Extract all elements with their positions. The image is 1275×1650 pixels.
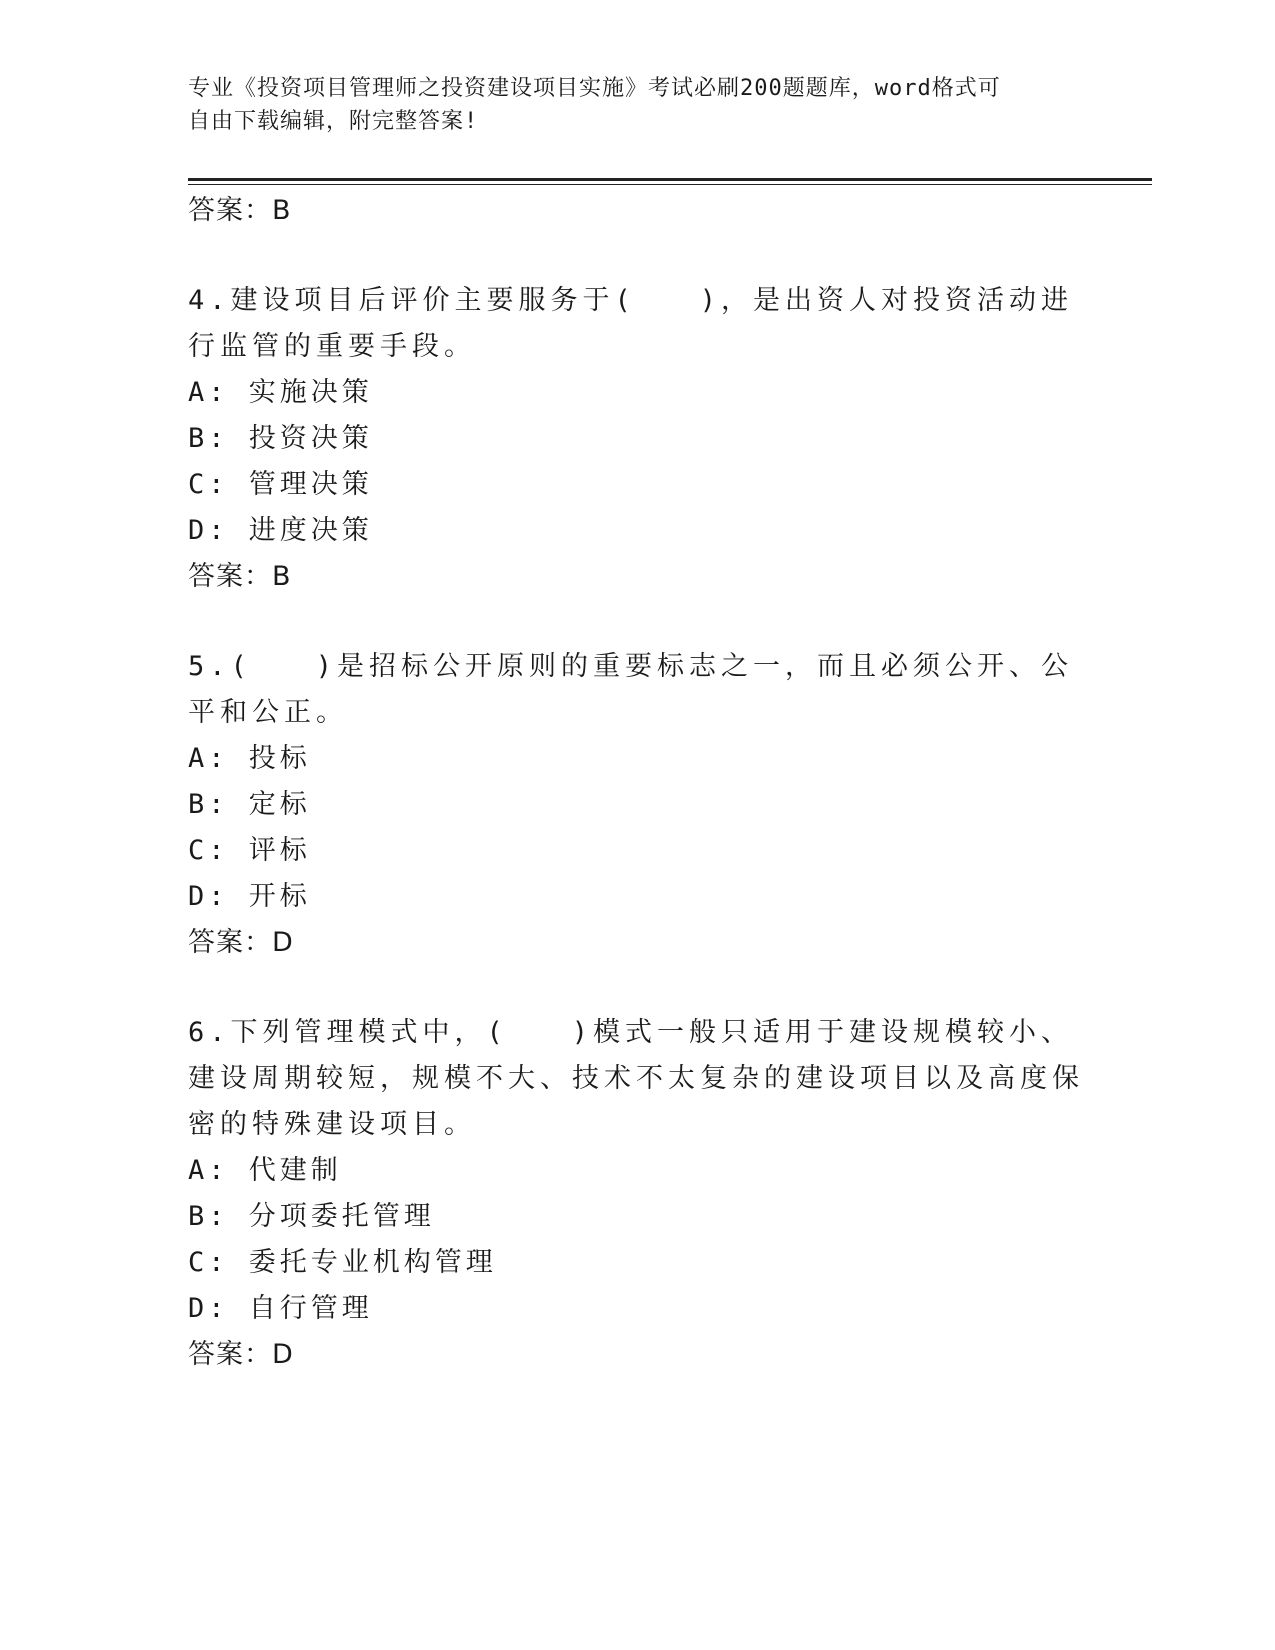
- option-d: D: 自行管理: [188, 1293, 373, 1324]
- option-c: C: 管理决策: [188, 469, 373, 500]
- option-c: C: 委托专业机构管理: [188, 1247, 497, 1278]
- option-a: A: 实施决策: [188, 377, 373, 408]
- spacer: [188, 966, 1088, 1010]
- option-a: A: 代建制: [188, 1155, 342, 1186]
- question-text: 5.( )是招标公开原则的重要标志之一，而且必须公开、公平和公正。: [188, 651, 1074, 728]
- option-c: C: 评标: [188, 835, 311, 866]
- question-item: [188, 278, 1088, 600]
- option-b: B: 分项委托管理: [188, 1201, 435, 1232]
- header-line-1: 专业《投资项目管理师之投资建设项目实施》考试必刷200题题库，word格式可: [188, 76, 1001, 101]
- spacer: [188, 600, 1088, 644]
- question-item: [188, 1010, 1088, 1378]
- header-divider: [188, 178, 1152, 181]
- document-header: [188, 72, 1068, 138]
- option-d: D: 开标: [188, 881, 311, 912]
- question-text: 6.下列管理模式中，( )模式一般只适用于建设规模较小、建设周期较短，规模不大、技术不太复杂的建设项目以及高度保密的特殊建设项目。: [188, 1017, 1084, 1140]
- question-answer: 答案：B: [188, 561, 292, 592]
- question-list: [188, 188, 1088, 1378]
- option-d: D: 进度决策: [188, 515, 373, 546]
- spacer: [188, 234, 1088, 278]
- question-answer: 答案：D: [188, 1339, 294, 1370]
- question-item: [188, 644, 1088, 966]
- option-b: B: 投资决策: [188, 423, 373, 454]
- header-divider-thin: [188, 184, 1152, 185]
- header-line-2: 自由下载编辑，附完整答案!: [188, 109, 479, 134]
- question-text: 4.建设项目后评价主要服务于( )，是出资人对投资活动进行监管的重要手段。: [188, 285, 1074, 362]
- question-answer: 答案：D: [188, 927, 294, 958]
- option-b: B: 定标: [188, 789, 311, 820]
- option-a: A: 投标: [188, 743, 311, 774]
- previous-answer: 答案：B: [188, 195, 292, 226]
